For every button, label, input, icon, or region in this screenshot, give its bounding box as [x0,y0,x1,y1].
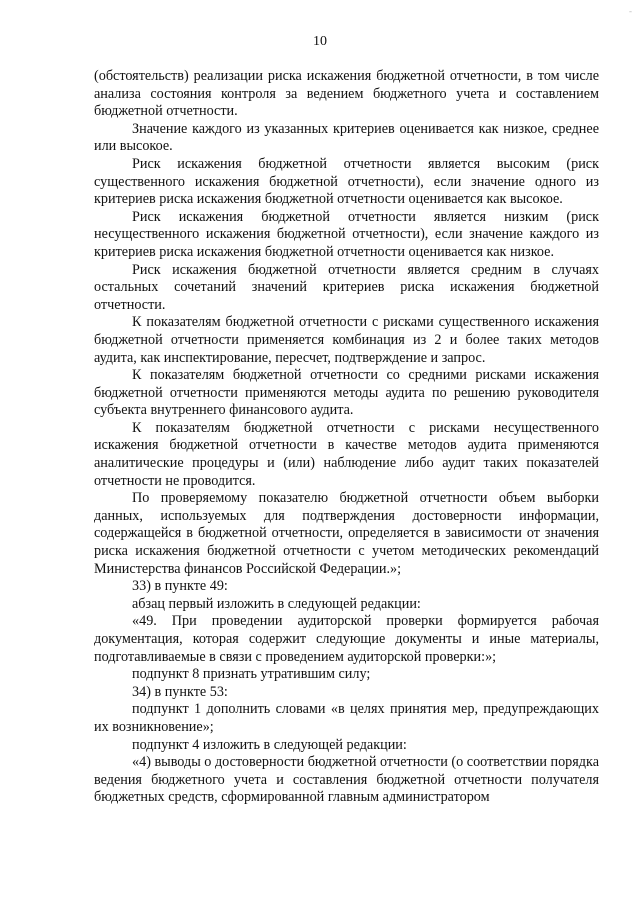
paragraph: Риск искажения бюджетной отчетности является низким (риск несущественного искажения бюджетной отчетности), если значение каждого из критериев риска искажения бюджетной отчетности оценивается как низкое. [94,208,599,260]
corner-mark: - [629,6,632,16]
page-number: 10 [313,34,327,49]
paragraph: 33) в пункте 49: [132,578,228,595]
paragraph: Значение каждого из указанных критериев оценивается как низкое, среднее или высокое. [94,120,599,155]
paragraph: По проверяемому показателю бюджетной отчетности объем выборки данных, используемых для подтверждения достоверности информации, содержащейся в бюджетной отчетности, определяется в зависимости от значения риска искажения бюджетной отчетности с учетом методических рекомендаций Министерства финансов Российской Федерации.»; [94,490,599,577]
document-body [94,68,599,807]
paragraph: Риск искажения бюджетной отчетности является средним в случаях остальных сочетаний значений критериев риска искажения бюджетной отчетности. [94,261,599,313]
paragraph: подпункт 1 дополнить словами «в целях принятия мер, предупреждающих их возникновение»; [94,701,599,735]
paragraph: (обстоятельств) реализации риска искажения бюджетной отчетности, в том числе анализа состояния контроля за ведением бюджетного учета и составлением бюджетной отчетности. [94,68,599,120]
paragraph: 34) в пункте 53: [132,683,228,700]
paragraph: К показателям бюджетной отчетности со средними рисками искажения бюджетной отчетности применяются методы аудита по решению руководителя субъекта внутреннего финансового аудита. [94,367,599,419]
paragraph: «4) выводы о достоверности бюджетной отчетности (о соответствии порядка ведения бюджетного учета и составления бюджетной отчетности получателя бюджетных средств, сформированной главным администратором [94,754,599,806]
paragraph: К показателям бюджетной отчетности с рисками несущественного искажения бюджетной отчетности в качестве методов аудита применяются аналитические процедуры и (или) наблюдение либо аудит таких показателей отчетности не проводится. [94,419,599,489]
paragraph: Риск искажения бюджетной отчетности является высоким (риск существенного искажения бюджетной отчетности), если значение одного из критериев риска искажения бюджетной отчетности оценивается как высокое. [94,155,599,208]
paragraph: «49. При проведении аудиторской проверки формируется рабочая документация, которая содержит следующие документы и иные материалы, подготавливаемые в связи с проведением аудиторской проверки:»; [94,613,599,665]
paragraph: абзац первый изложить в следующей редакции: [132,595,421,612]
paragraph: подпункт 4 изложить в следующей редакции: [132,736,407,753]
paragraph: подпункт 8 признать утратившим силу; [132,666,371,683]
paragraph: К показателям бюджетной отчетности с рисками существенного искажения бюджетной отчетности применяется комбинация из 2 и более таких методов аудита, как инспектирование, пересчет, подтверждение и запрос. [94,314,599,366]
